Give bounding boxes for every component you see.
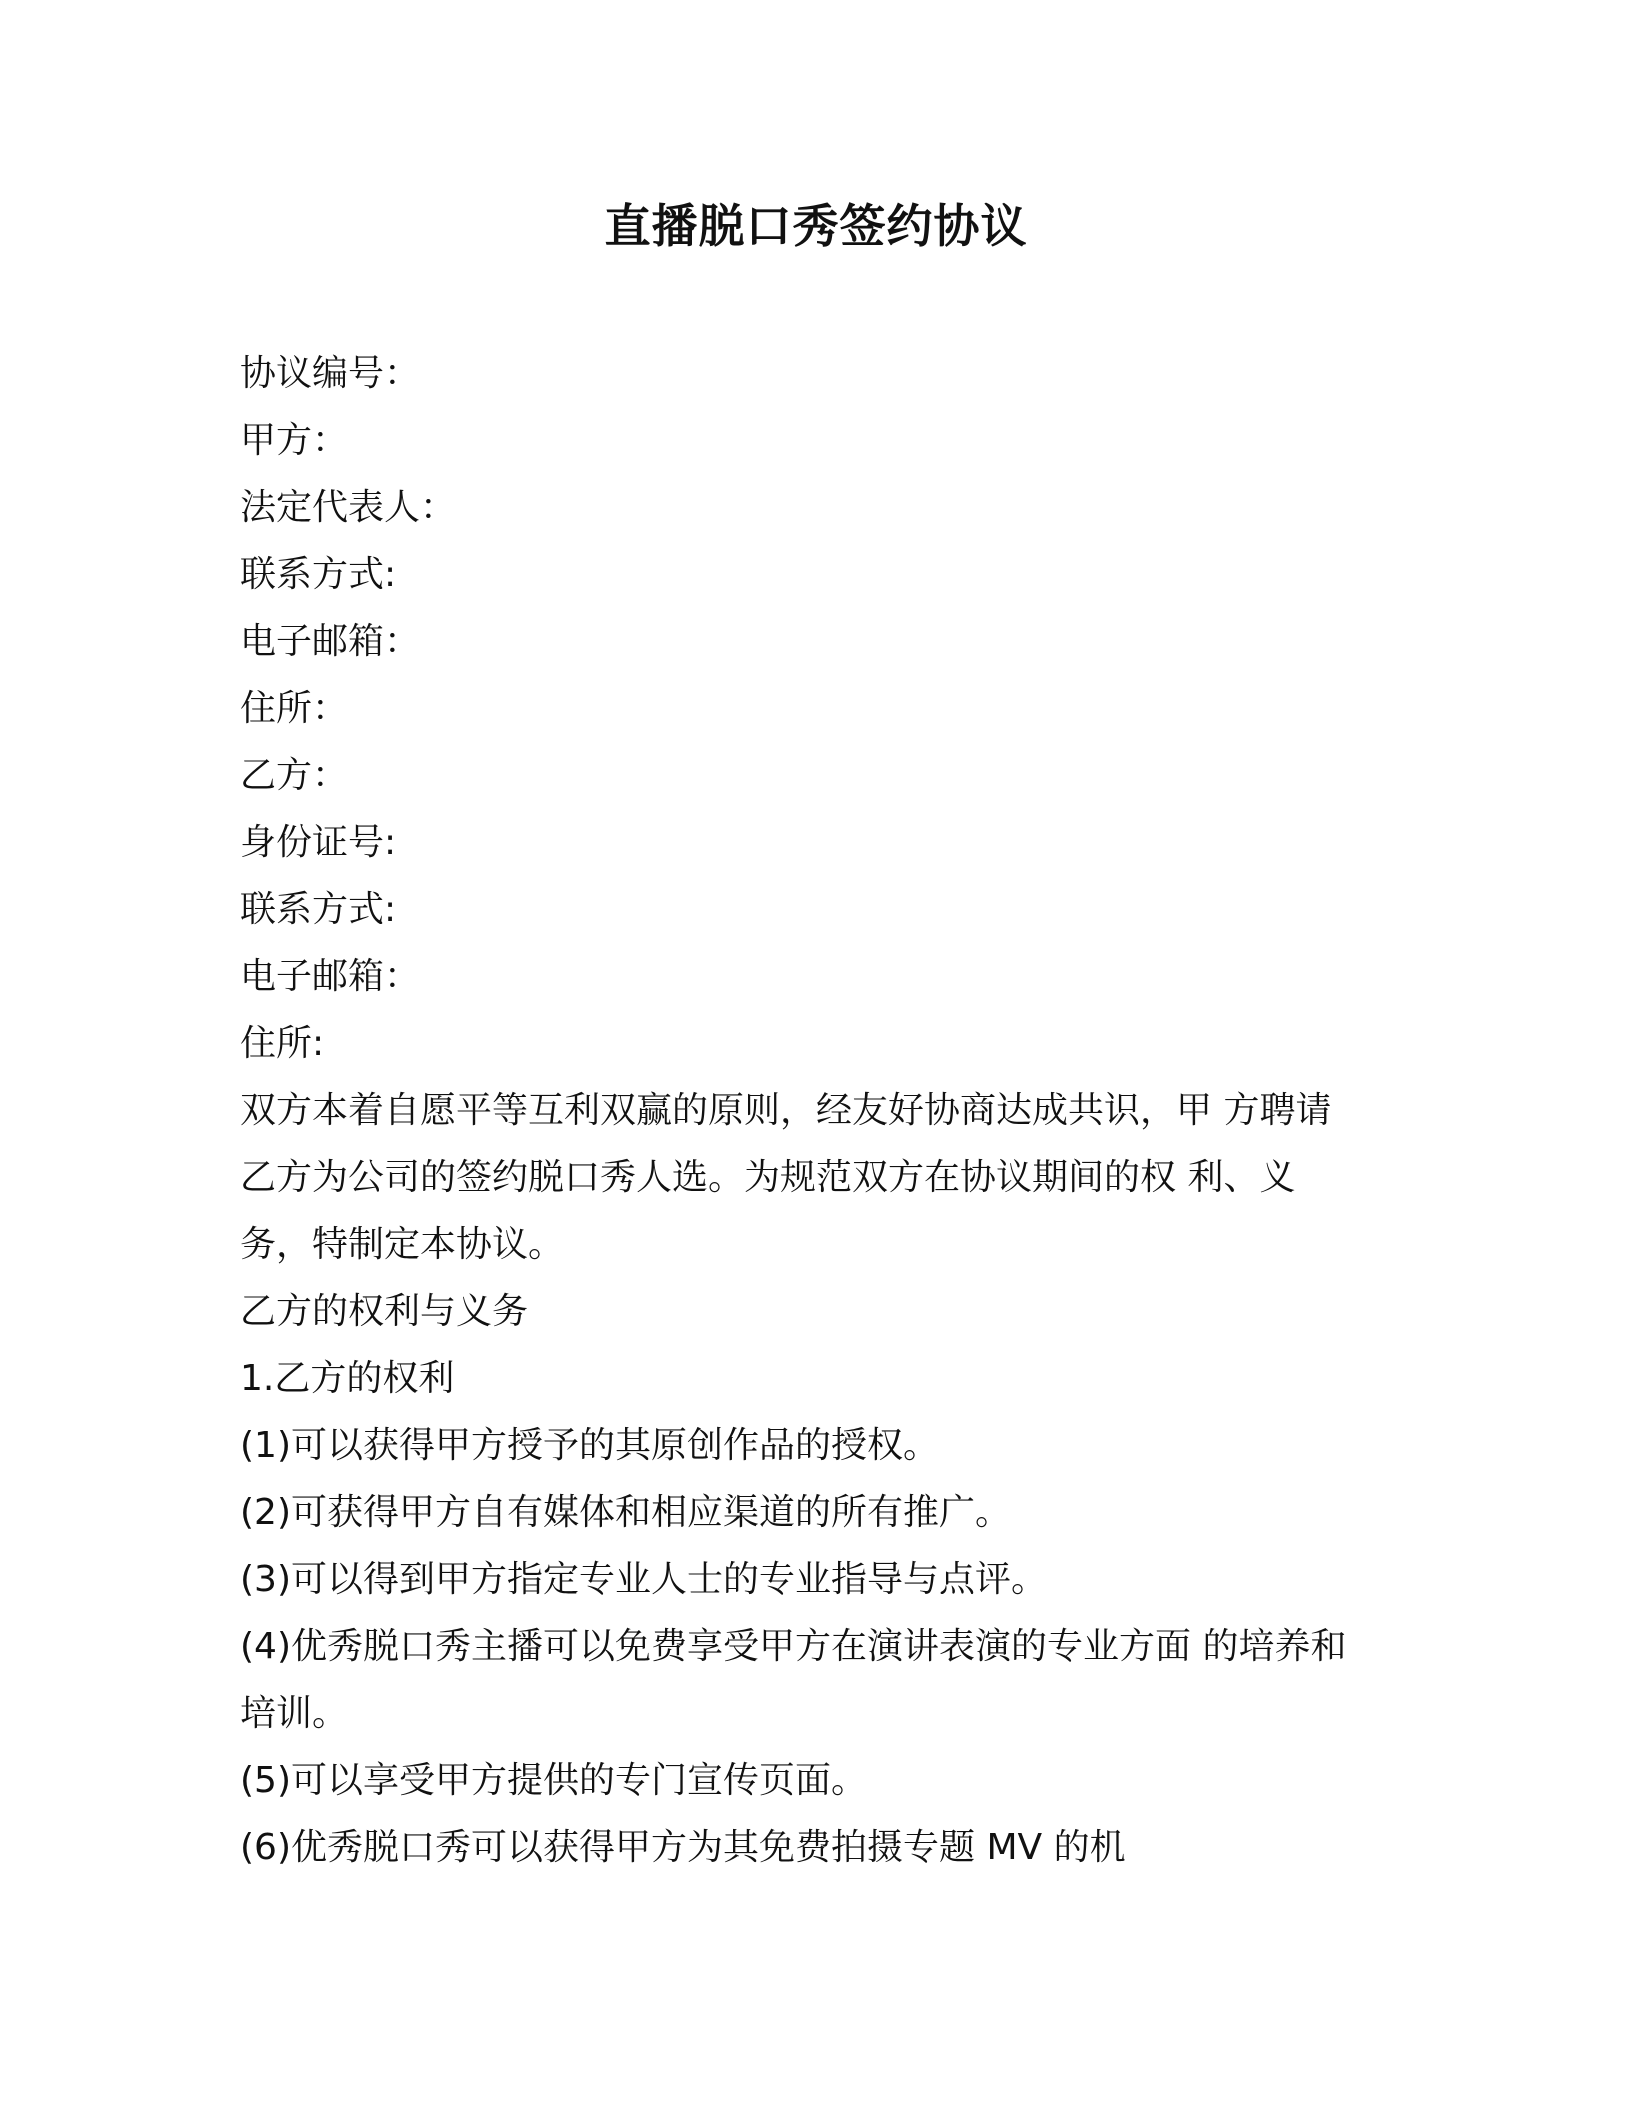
field-legal-representative: [240, 474, 1420, 541]
field-label: 协议编号：: [240, 353, 421, 394]
rights-item-line: (2)可获得甲方自有媒体和相应渠道的所有推广。: [240, 1492, 1011, 1533]
field-label: 联系方式:: [240, 554, 397, 595]
rights-item-line: (5)可以享受甲方提供的专门宣传页面。: [240, 1760, 867, 1801]
field-party-b-address: [240, 1010, 1420, 1077]
rights-item-line: (6)优秀脱口秀可以获得甲方为其免费拍摄专题 MV 的机: [240, 1827, 1126, 1868]
field-label: 电子邮箱：: [240, 956, 421, 997]
field-party-a-address: [240, 675, 1420, 742]
field-party-a-email: [240, 608, 1420, 675]
field-label: 联系方式:: [240, 889, 397, 930]
intro-paragraph-line: 乙方为公司的签约脱口秀人选。为规范双方在协议期间的权 利、义: [240, 1157, 1296, 1198]
field-party-a: [240, 407, 1420, 474]
field-label: 甲方：: [240, 420, 349, 461]
subsection-heading: 1.乙方的权利: [240, 1358, 455, 1399]
section-heading: 乙方的权利与义务: [240, 1291, 529, 1332]
rights-item-line: (1)可以获得甲方授予的其原创作品的授权。: [240, 1425, 939, 1466]
field-label: 住所：: [240, 688, 349, 729]
intro-paragraph-line: 务，特制定本协议。: [240, 1224, 565, 1265]
field-label: 电子邮箱：: [240, 621, 421, 662]
field-label: 身份证号:: [240, 822, 397, 863]
field-party-b-id-number: [240, 809, 1420, 876]
field-agreement-number: [240, 340, 1420, 407]
document-body: [240, 340, 1420, 1881]
document-title: 直播脱口秀签约协议: [604, 199, 1028, 253]
rights-item-line: 培训。: [240, 1693, 349, 1734]
field-label: 乙方：: [240, 755, 349, 796]
rights-item-line: (4)优秀脱口秀主播可以免费享受甲方在演讲表演的专业方面 的培养和: [240, 1626, 1347, 1667]
field-party-b: [240, 742, 1420, 809]
rights-item-line: (3)可以得到甲方指定专业人士的专业指导与点评。: [240, 1559, 1047, 1600]
field-party-a-contact: [240, 541, 1420, 608]
field-label: 住所:: [240, 1023, 325, 1064]
field-party-b-email: [240, 943, 1420, 1010]
field-label: 法定代表人：: [240, 487, 457, 528]
field-party-b-contact: [240, 876, 1420, 943]
intro-paragraph-line: 双方本着自愿平等互利双赢的原则，经友好协商达成共识，甲 方聘请: [240, 1090, 1332, 1131]
